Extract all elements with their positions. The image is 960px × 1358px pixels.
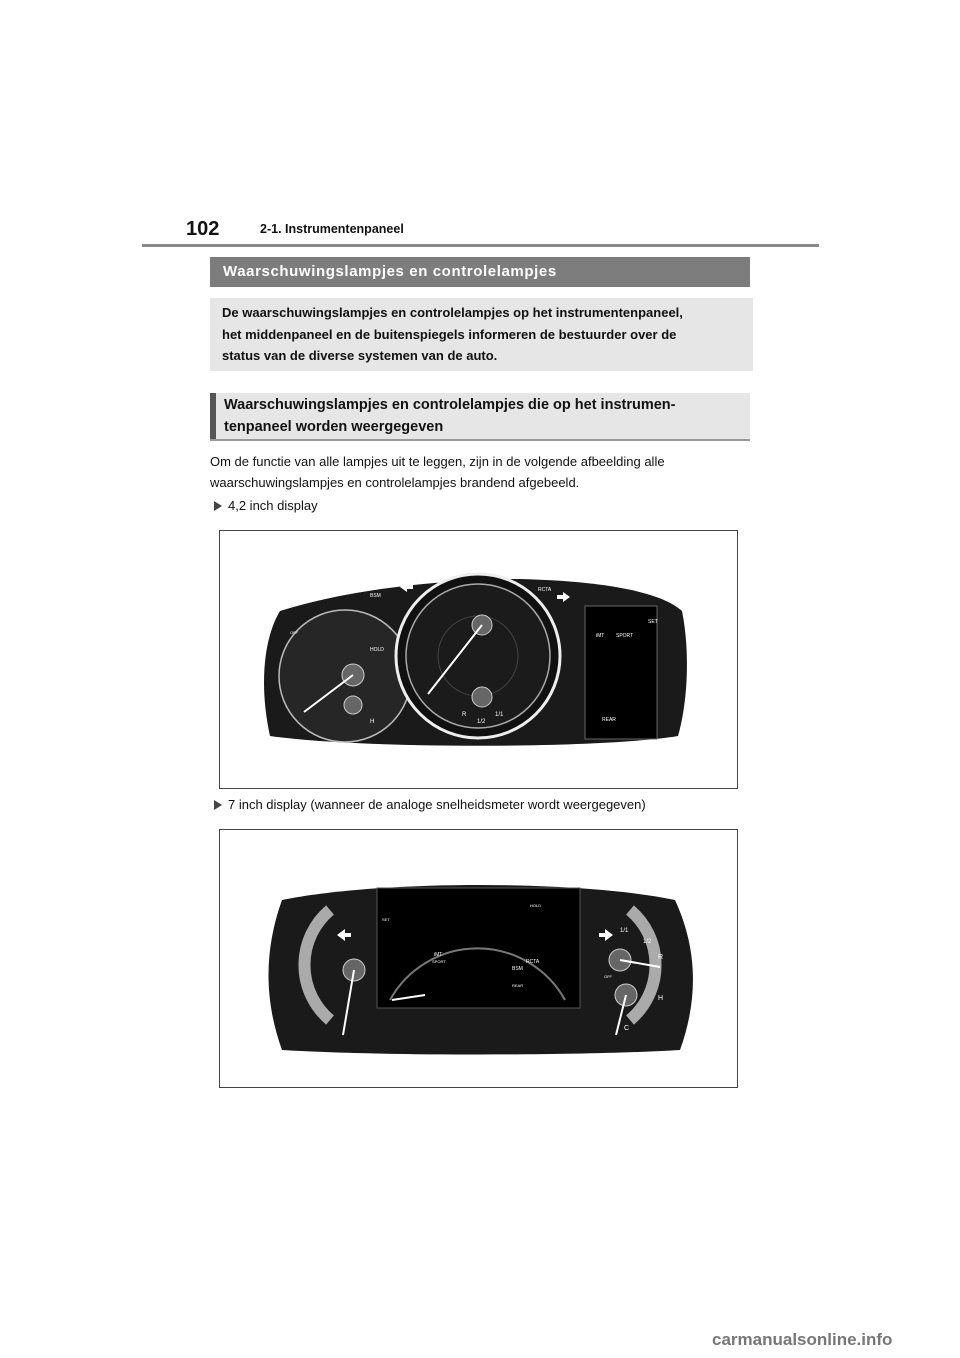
cluster-7-illustration	[220, 830, 739, 1089]
off-label: OFF	[604, 974, 612, 979]
figure-7-inch-cluster	[219, 829, 738, 1088]
sub-heading-text	[224, 394, 675, 438]
sub-heading-bar	[210, 393, 216, 439]
bullet-text: 7 inch display (wanneer de analoge snelheidsmeter wordt weergegeven)	[228, 797, 646, 812]
fuel-half-label: 1/2	[643, 939, 652, 945]
temp-hot-label: H	[370, 719, 375, 725]
set-label: SET	[648, 619, 658, 625]
imt-label: iMT	[434, 952, 443, 958]
bullet-7-inch	[214, 797, 646, 813]
intro-box	[210, 298, 753, 371]
rear-label: REAR	[512, 983, 524, 988]
imt-label: iMT	[596, 633, 605, 639]
temp-hot-label: H	[658, 995, 664, 1002]
sub-heading	[210, 393, 750, 441]
off-label: OFF	[290, 630, 298, 635]
fuel-r-label: R	[658, 954, 664, 961]
fuel-half-label: 1/2	[477, 719, 486, 725]
body-paragraph	[210, 452, 770, 493]
hold-label: HOLD	[370, 647, 384, 653]
intro-line: De waarschuwingslampjes en controlelampjes op het instrumentenpaneel,	[222, 305, 683, 320]
bullet-text: 4,2 inch display	[228, 498, 318, 513]
section-title: 2-1. Instrumentenpaneel	[260, 222, 404, 236]
cluster-42-illustration	[220, 531, 739, 790]
fuel-full-label: 1/1	[495, 712, 504, 718]
sub-heading-line: tenpaneel worden weergegeven	[224, 419, 444, 435]
temp-knob	[344, 696, 362, 714]
page-number: 102	[186, 218, 220, 240]
rear-label: REAR	[602, 717, 616, 723]
bsm-label: BSM	[512, 966, 523, 972]
fuel-r-label: R	[462, 712, 467, 718]
bsm-label: BSM	[370, 593, 381, 599]
hold-label: HOLD	[530, 903, 542, 908]
intro-line: het middenpaneel en de buitenspiegels informeren de bestuurder over de	[222, 326, 677, 342]
header-rule	[142, 244, 819, 247]
sport-label: SPORT	[432, 959, 446, 964]
bullet-42-inch	[214, 498, 318, 514]
paragraph-line: waarschuwingslampjes en controlelampjes brandend afgebeeld.	[210, 474, 580, 490]
bullet-arrow-icon	[214, 501, 222, 511]
intro-line: status van de diverse systemen van de auto.	[222, 348, 498, 363]
watermark: carmanualsonline.info	[712, 1330, 893, 1349]
figure-42-inch-cluster	[219, 530, 738, 789]
sport-label: SPORT	[616, 633, 634, 639]
fuel-knob	[472, 687, 492, 707]
paragraph-line: Om de functie van alle lampjes uit te leggen, zijn in de volgende afbeelding alle	[210, 454, 665, 469]
multi-info-display	[585, 606, 657, 739]
bullet-arrow-icon	[214, 800, 222, 810]
sub-heading-line: Waarschuwingslampjes en controlelampjes die op het instrumen-	[224, 397, 676, 413]
fuel-full-label: 1/1	[620, 928, 629, 934]
rcta-label: RCTA	[526, 959, 540, 965]
set-label: SET	[382, 917, 390, 922]
rcta-label: RCTA	[538, 587, 552, 593]
main-heading: Waarschuwingslampjes en controlelampjes	[210, 257, 750, 287]
temp-cold-label: C	[624, 1025, 630, 1032]
